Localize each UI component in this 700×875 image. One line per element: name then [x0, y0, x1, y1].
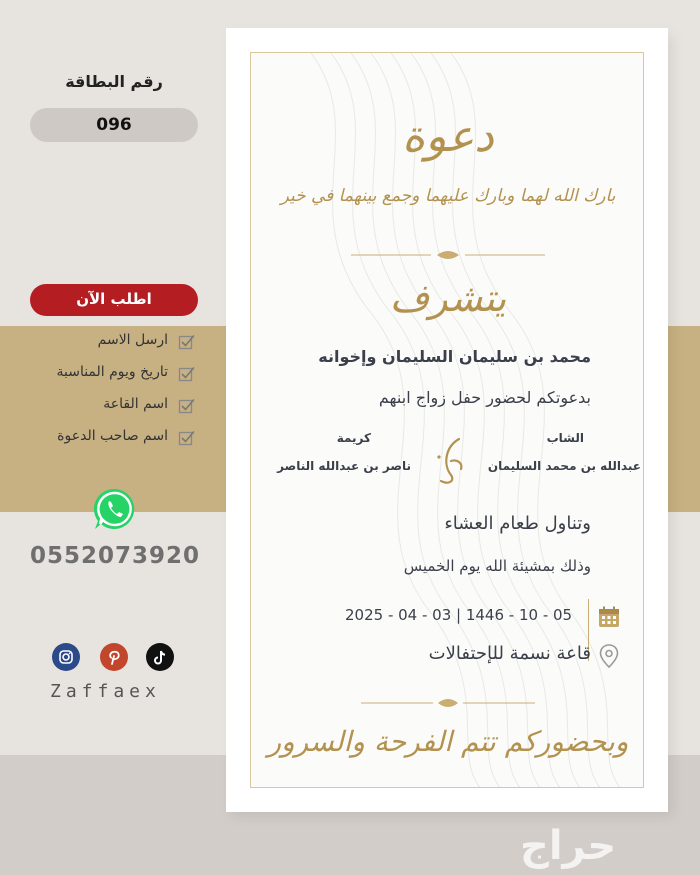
divider-ornament	[361, 697, 535, 709]
brand-name: Zaffaex	[50, 681, 161, 702]
divider-ornament	[351, 249, 545, 261]
checkbox-icon	[178, 333, 196, 351]
bride-name: ناصر بن عبدالله الناصر	[277, 459, 411, 473]
invite-text: بدعوتكم لحضور حفل زواج ابنهم	[378, 388, 591, 407]
watermark: حراج	[520, 823, 617, 869]
instagram-icon[interactable]	[52, 643, 80, 671]
day-text: وذلك بمشيئة الله يوم الخميس	[403, 557, 591, 575]
blessing-text: بارك الله لهما وبارك عليهما وجمع بينهما في خير	[280, 186, 616, 206]
groom-label: الشاب	[546, 431, 584, 445]
requirement-hall: اسم القاعة	[103, 396, 168, 412]
groom-name: عبدالله بن محمد السليمان	[487, 459, 641, 473]
card-number-value: 096	[96, 115, 132, 135]
calligraphy-ornament	[431, 435, 471, 487]
requirement-name: ارسل الاسم	[97, 332, 168, 348]
requirement-date: تاريخ ويوم المناسبة	[56, 364, 168, 380]
requirement-host: اسم صاحب الدعوة	[57, 428, 168, 444]
order-now-label[interactable]: اطلب الآن	[76, 290, 152, 308]
pinterest-icon[interactable]	[100, 643, 128, 671]
invitation-title: دعوة	[402, 111, 494, 162]
wave-pattern	[251, 53, 644, 788]
dinner-text: وتناول طعام العشاء	[444, 513, 591, 534]
location-pin-icon	[598, 643, 620, 669]
invitation-card	[226, 28, 668, 812]
checkbox-icon	[178, 429, 196, 447]
phone-number[interactable]: 0552073920	[30, 543, 201, 569]
whatsapp-icon[interactable]	[92, 486, 138, 532]
checkbox-icon	[178, 397, 196, 415]
calendar-icon	[597, 605, 621, 629]
invitation-frame	[250, 52, 644, 788]
hall-name: قاعة نسمة للإحتفالات	[428, 643, 591, 664]
bride-label: كريمة	[336, 431, 371, 445]
honor-word: يتشرف	[389, 276, 507, 320]
event-date: 2025 - 04 - 03 | 1446 - 10 - 05	[345, 606, 573, 624]
tiktok-icon[interactable]	[146, 643, 174, 671]
closing-text: وبحضوركم تتم الفرحة والسرور	[267, 725, 629, 758]
host-name: محمد بن سليمان السليمان وإخوانه	[318, 347, 591, 366]
checkbox-icon	[178, 365, 196, 383]
card-number-label: رقم البطاقة	[65, 72, 163, 91]
